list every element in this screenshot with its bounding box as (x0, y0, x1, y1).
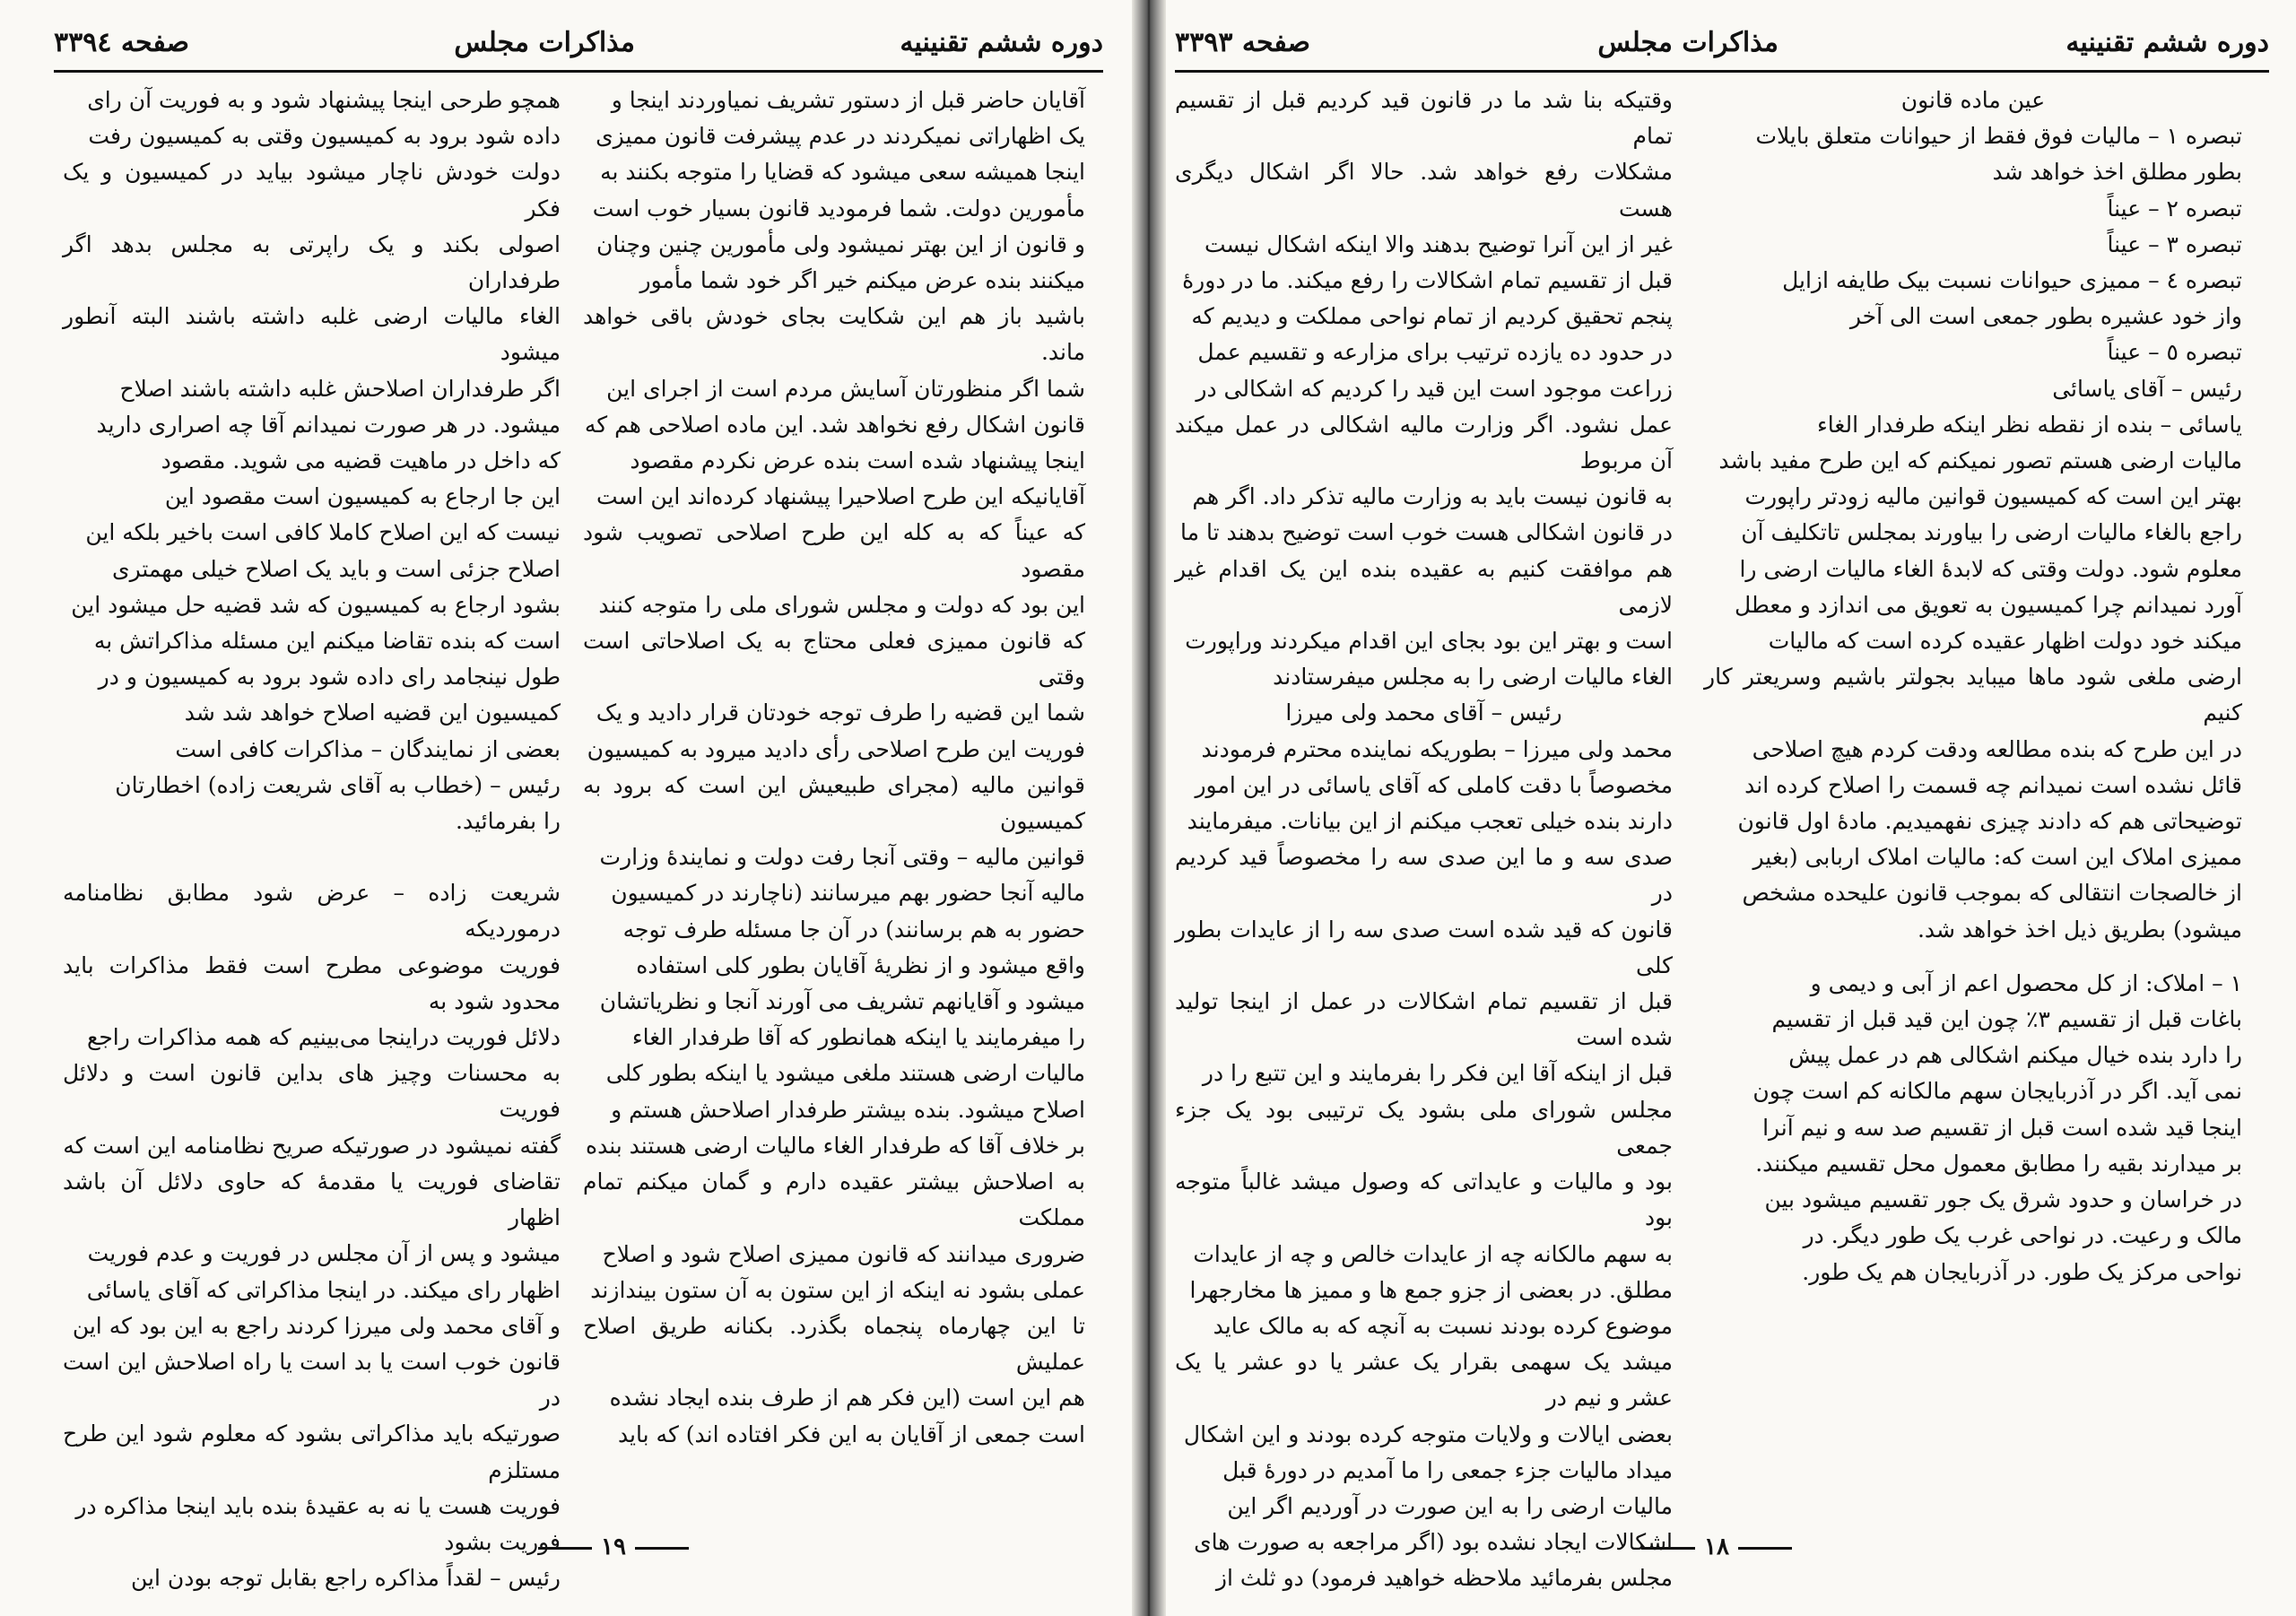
text-line: همچو طرحی اینجا پیشنهاد شود و به فوریت آن رای (87, 87, 561, 113)
book-gutter (1132, 0, 1166, 1616)
right-page (1148, 0, 2296, 1616)
text-line: است جمعی از آقایان به این فکر افتاده اند) که باید (617, 1421, 1085, 1447)
text-line: در خراسان و حدود شرق یک جور تقسیم میشود بین (1764, 1186, 2242, 1213)
text-line: به قانون نیست باید به وزارت مالیه تذکر داد. اگر هم (1192, 483, 1673, 510)
text-line: اظهار رای میکند. در اینجا مذاکراتی که آقای یاسائی (86, 1276, 561, 1303)
right-page-header (1175, 16, 2269, 68)
text-line: رئیس – (خطاب به آقای شریعت زاده) اخطارتان (115, 771, 561, 798)
text-line: بود و مالیات و عایداتی که وصول میشد غالباً متوجه بود (1175, 1169, 1673, 1231)
text-line: میکند خود دولت اظهار عقیده کرده است که مالیات (1768, 628, 2242, 655)
text-line: مشکلات رفع خواهد شد. حالا اگر اشکال دیگری هست (1175, 159, 1673, 222)
text-line: حضور به هم برسانند) در آن جا مسئله طرف توجه (622, 916, 1085, 943)
text-line: این جا ارجاع به کمیسیون است مقصود این (164, 483, 561, 510)
text-line: بعضی ایالات و ولایات متوجه کرده بودند و این اشکال (1183, 1421, 1673, 1447)
text-line: عملی بشود نه اینکه از این ستون به آن ستون بیندازند (590, 1276, 1085, 1303)
text-line: وقتیکه بنا شد ما در قانون قید کردیم قبل از تقسیم تمام (1175, 87, 1673, 150)
text-line: شریعت زاده – عرض شود مطابق نظامنامه درموردیکه (63, 880, 561, 943)
text-line: فوریت بشود (444, 1528, 561, 1555)
right-header-period: دوره ششم تقنینیه (2066, 26, 2269, 58)
text-line: بهتر این است که کمیسیون قوانین مالیه زودتر راپورت (1744, 483, 2242, 510)
text-line: بعضی از نمایندگان – مذاکرات کافی است (175, 735, 561, 762)
text-line: قوانین مالیه – وقتی آنجا رفت دولت و نمایندهٔ وزارت (599, 844, 1085, 871)
text-line: در قانون اشکالی هست خوب است توضیح بدهند تا ما (1180, 519, 1673, 546)
text-line: است که بنده تقاضا میکنم این مسئله مذاکراتش به (93, 628, 561, 655)
text-line: آقایان حاضر قبل از دستور تشریف نمیاوردند اینجا و (611, 87, 1085, 113)
right-header-page-no: صفحه ۳۳۹۳ (1175, 26, 1311, 58)
text-line: رئیس – آقای محمد ولی میرزا (1285, 699, 1562, 726)
text-line: هم این است (این فکر هم از طرف بنده ایجاد نشده (609, 1385, 1085, 1412)
col-d-block-1 (1704, 118, 2242, 407)
text-line: فوریت هست یا نه به عقیدهٔ بنده باید اینجا مذاکره در (75, 1492, 561, 1519)
text-line: معلوم شود. دولت وقتی که لابدهٔ الغاء مالیات ارضی را (1739, 555, 2242, 582)
text-line: رئیس – آقای یاسائی (2052, 375, 2242, 402)
col-a-block-1 (63, 83, 561, 732)
text-line: میشود و پس از آن مجلس در فوریت و عدم فوریت (87, 1240, 561, 1267)
text-line: میداد مالیات جزء جمعی را ما آمدیم در دورهٔ قبل (1222, 1456, 1673, 1483)
text-line: نمی آید. اگر در آذربایجان سهم مالکانه کم است چون (1752, 1078, 2242, 1105)
text-line: میشود) بطریق ذیل اخذ خواهد شد. (1917, 916, 2242, 943)
text-line: تبصره ۲ – عیناً (2107, 195, 2242, 222)
text-line: محمد ولی میرزا – بطوریکه نماینده محترم فرمودند (1201, 735, 1673, 762)
text-line: آورد نمیدانم چرا کمیسیون به تعویق می اندازد و معطل (1734, 591, 2242, 618)
text-line: الغاء مالیات ارضی را به مجلس میفرستادند (1273, 664, 1673, 691)
text-line: یک اظهاراتی نمیکردند در عدم پیشرفت قانون ممیزی (596, 123, 1085, 150)
text-line: از خالصجات انتقالی که بموجب قانون علیحده مشخص (1742, 880, 2242, 907)
text-line: قانون اشکال رفع نخواهد شد. این ماده اصلاحی هم که (584, 411, 1085, 438)
right-header-rule (1175, 70, 2269, 73)
text-line: آقایانیکه این طرح اصلاحیرا پیشنهاد کرده‌اند این است (596, 483, 1085, 510)
text-line: عمل نشود. اگر وزارت مالیه اشکالی در عمل میکند آن مربوط (1175, 411, 1673, 474)
text-line: ۱ – املاک: از کل محصول اعم از آبی و دیمی و (1810, 969, 2242, 996)
text-line: تبصره ۳ – عیناً (2107, 230, 2242, 257)
text-line: و آقای محمد ولی میرزا کردند راجع به این بود که این (72, 1312, 561, 1339)
text-line: که داخل در ماهیت قضیه می شوید. مقصود (161, 447, 561, 474)
article-title: عین ماده قانون (1900, 87, 2046, 113)
text-line: صدی سه و ما این صدی سه را مخصوصاً قید کردیم در (1175, 844, 1673, 907)
text-line: مجلس بفرمائید ملاحظه خواهید فرمود) دو ثلث از (1215, 1565, 1673, 1592)
text-line: قائل نشده است نمیدانم چه قسمت را اصلاح کرده اند (1744, 771, 2242, 798)
text-line: فوریت موضوعی مطرح است فقط مذاکرات باید محدود شود به (63, 951, 561, 1014)
text-line: مالیات ارضی هستم تصور نمیکنم که این طرح مفید باشد (1718, 447, 2242, 474)
text-line: فوریت این طرح اصلاحی رأی دادید میرود به کمیسیون (587, 735, 1085, 762)
text-line: قانون که قید شده است صدی سه را از عایدات بطور کلی (1175, 916, 1673, 978)
text-line: تبصره ٥ – عیناً (2107, 339, 2242, 366)
text-line: صورتیکه باید مذاکراتی بشود که معلوم شود این طرح مستلزم (63, 1421, 561, 1483)
text-line: اصلاح میشود. بنده بیشتر طرفدار اصلاحش هستم و (611, 1096, 1085, 1123)
text-line: مالیات ارضی هستند ملغی میشود یا اینکه بطور کلی (605, 1060, 1085, 1087)
text-line: دولت خودش ناچار میشود بیاید در کمیسیون و یک فکر (63, 159, 561, 222)
text-line: قوانین مالیه (مجرای طبیعیش این است که برود به کمیسیون (583, 771, 1085, 835)
text-line: مطلق. در بعضی از جزو جمع ها و ممیز ها مخارجهرا (1189, 1276, 1673, 1303)
text-line: بطور مطلق اخذ خواهد شد (1992, 159, 2242, 186)
text-line: ارضی ملغی شود ماها میباید بجولتر باشیم وسریعتر کار کنیم (1704, 664, 2242, 726)
text-line: موضوع کرده بودند نسبت به آنچه که به مالک عاید (1213, 1312, 1673, 1339)
text-line: و قانون از این بهتر نمیشود ولی مأمورین چنین وچنان (596, 230, 1085, 257)
text-line: را میفرمایند یا اینکه همانطور که آقا طرفدار الغاء (631, 1024, 1085, 1051)
text-line: قبل از اینکه آقا این فکر را بفرمایند و این تتبع را در (1202, 1060, 1673, 1087)
left-header-period: دوره ششم تقنینیه (900, 26, 1103, 58)
text-line: اینجا قید شده است قبل از تقسیم صد سه و نیم آنرا (1762, 1114, 2242, 1141)
text-line: را دارد بنده خیال میکنم اشکالی هم در عمل پیش (1788, 1042, 2242, 1069)
text-line: رئیس – لقداً مذاکره راجع بقابل توجه بودن این (130, 1565, 561, 1592)
text-line: بر خلاف آقا که طرفدار الغاء مالیات ارضی هستند بنده (586, 1132, 1085, 1159)
text-line: باغات قبل از تقسیم ۳٪ چون این قید قبل از تقسیم (1771, 1006, 2242, 1033)
text-line: زراعت موجود است این قید را کردیم که اشکالی در (1196, 375, 1673, 402)
text-line: واقع میشود و از نظریهٔ آقایان بطور کلی استفاده (636, 951, 1085, 978)
left-page-header (54, 16, 1103, 68)
text-line: به سهم مالکانه چه از عایدات خالص و چه از عایدات (1193, 1240, 1673, 1267)
text-line: گفته نمیشود در صورتیکه صریح نظامنامه این است که (63, 1132, 561, 1159)
col-c-block-3 (1175, 732, 1673, 1597)
text-line: تبصره ٤ – ممیزی حیوانات نسبت بیک طایفه ازایل (1782, 267, 2242, 294)
text-line: میشد یک سهمی بقرار یک عشر یا دو عشر یا یک عشر و نیم در (1175, 1349, 1673, 1412)
left-page-number: ۱۹ (529, 1533, 698, 1560)
text-line: بر میدارند بقیه را مطابق معمول محل تقسیم میکنند. (1755, 1150, 2242, 1177)
left-page-column-right (583, 83, 1085, 1526)
text-line: باشید باز هم این شکایت بجای خودش باقی خواهد ماند. (583, 303, 1085, 366)
text-line: الغاء مالیات ارضی غلبه داشته باشند البته آنطور میشود (63, 303, 561, 366)
text-line: اصلاح جزئی است و باید یک اصلاح خیلی مهمتری (112, 555, 561, 582)
text-line: طول نینجامد رای داده شود برود به کمیسیون و در (98, 664, 561, 691)
text-line: به اصلاحش بیشتر عقیده دارم و گمان میکنم تمام مملکت (583, 1169, 1085, 1231)
text-line: است و بهتر این بود بجای این اقدام میکردند وراپورت (1185, 628, 1673, 655)
paragraph-gap (1704, 948, 2242, 966)
text-line: غیر از این آنرا توضیح بدهند والا اینکه اشکال نیست (1204, 230, 1673, 257)
col-c-block-2 (1175, 695, 1673, 731)
right-header-section: مذاکرات مجلس (1597, 26, 1779, 58)
col-c-block-1 (1175, 83, 1673, 695)
col-d-block-2 (1704, 407, 2242, 948)
text-line: قانون خوب است یا بد است یا راه اصلاحش این است در (63, 1348, 561, 1412)
text-line: اصولی بکند و یک راپرتی به مجلس بدهد اگر طرفداران (63, 230, 561, 294)
text-line: میشود و آقایانهم تشریف می آورند آنجا و نظریاتشان (599, 988, 1085, 1015)
left-header-rule (54, 70, 1103, 73)
text-line: در حدود ده یازده ترتیب برای مزارعه و تقسیم عمل (1197, 339, 1673, 366)
text-line: مالیات ارضی را به این صورت در آوردیم اگر این (1227, 1492, 1673, 1519)
text-line: تبصره ۱ – مالیات فوق فقط از حیوانات متعلق بایلات (1755, 123, 2242, 150)
text-line: میشود. در هر صورت نمیدانم آقا چه اصراری دارید (96, 411, 561, 438)
text-line: اشکالات ایجاد نشده بود (اگر مراجعه به صورت های (1194, 1529, 1673, 1556)
text-line: این بود که دولت و مجلس شورای ملی را متوجه کنند (598, 591, 1085, 618)
paragraph-gap (63, 839, 561, 875)
text-line: پنجم تحقیق کردیم از تمام نواحی مملکت و دیدیم که (1191, 303, 1673, 330)
text-line: به محسنات وچیز های بداین قانون است و دلائل فوریت (63, 1060, 561, 1123)
text-line: دارند بنده خیلی تعجب میکنم از این بیانات. میفرمایند (1187, 808, 1673, 835)
text-line: اینجا همیشه سعی میشود که قضایا را متوجه بکنند به (600, 159, 1085, 186)
text-line: بشود ارجاع به کمیسیون که شد قضیه حل میشود این (71, 591, 561, 618)
text-line: تقاضای فوریت یا مقدمهٔ که حاوی دلائل آن باشد اظهار (63, 1168, 561, 1231)
text-line: شما اگر منظورتان آسایش مردم است از اجرای این (606, 375, 1085, 402)
right-page-number: ۱۸ (1632, 1533, 1801, 1560)
text-line: داده شود برود به کمیسیون وقتی به کمیسیون رفت (88, 123, 561, 150)
col-a-block-3 (63, 875, 561, 1596)
text-line: دلائل فوریت دراینجا می‌بینیم که همه مذاکرات راجع (87, 1024, 561, 1051)
text-line: اگر طرفداران اصلاحش غلبه داشته باشند اصلاح (119, 375, 561, 402)
text-line: راجع بالغاء مالیات ارضی را بیاورند بمجلس تاتکلیف آن (1741, 519, 2242, 546)
text-line: میکنند بنده عرض میکنم خیر اگر خود شما مأمور (639, 267, 1085, 294)
text-line: را بفرمائید. (456, 808, 561, 835)
text-line: مالک و رعیت. در نواحی غرب یک طور دیگر. در (1803, 1222, 2242, 1249)
text-line: یاسائی – بنده از نقطه نظر اینکه طرفدار الغاء (1817, 411, 2242, 438)
col-d-block-3 (1704, 966, 2242, 1290)
text-line: اینجا پیشنهاد شده است بنده عرض نکردم مقصود (630, 447, 1085, 474)
text-line: شما این قضیه را طرف توجه خودتان قرار دادید و یک (596, 699, 1085, 726)
col-a-block-2 (63, 732, 561, 840)
text-line: ضروری میدانند که قانون ممیزی اصلاح شود و اصلاح (602, 1240, 1085, 1267)
right-page-column-left (1175, 83, 1673, 1592)
text-line: قبل از تقسیم تمام اشکالات در عمل از اینجا تولید شده است (1175, 988, 1673, 1051)
right-page-column-right (1704, 83, 2242, 1526)
text-line: نیست که این اصلاح کاملا کافی است باخیر بلکه این (85, 519, 561, 546)
text-line: تا این چهارماه پنجماه بگذرد. بکنانه طریق اصلاح عملیش (583, 1312, 1085, 1376)
text-line: در این طرح که بنده مطالعه ودقت کردم هیچ اصلاحی (1752, 735, 2242, 762)
left-header-page-no: صفحه ۳۳۹٤ (54, 26, 190, 58)
text-line: واز خود عشیره بطور جمعی است الی آخر (1849, 303, 2242, 330)
text-line: که قانون ممیزی فعلی محتاج به یک اصلاحاتی است وقتی (583, 628, 1085, 691)
text-line: قبل از تقسیم تمام اشکالات را رفع میکند. ما در دورهٔ (1182, 267, 1673, 294)
text-line: مخصوصاً با دقت کاملی که آقای یاسائی در این امور (1195, 771, 1673, 798)
text-line: کمیسیون این قضیه اصلاح خواهد شد شد (184, 699, 561, 726)
text-line: مجلس شورای ملی بشود یک ترتیبی بود یک جزء جمعی (1175, 1096, 1673, 1159)
text-line: مأمورین دولت. شما فرمودید قانون بسیار خوب است (592, 195, 1085, 222)
text-line: توضیحاتی هم که دادند چیزی نفهمیدیم. مادهٔ اول قانون (1737, 808, 2242, 835)
text-line: هم موافقت کنیم به عقیده بنده این یک اقدام غیر لازمی (1175, 555, 1673, 618)
left-page-column-left (63, 83, 561, 1592)
text-line: که عیناً که به کله این طرح اصلاحی تصویب شود مقصود (583, 519, 1085, 582)
text-line: مالیه آنجا حضور بهم میرسانند (ناچارند در کمیسیون (611, 880, 1085, 907)
text-line: ممیزی املاک این است که: مالیات املاک اربابی (بغیر (1752, 844, 2242, 871)
left-header-section: مذاکرات مجلس (454, 26, 635, 58)
text-line: نواحی مرکز یک طور. در آذربایجان هم یک طور. (1802, 1258, 2242, 1285)
